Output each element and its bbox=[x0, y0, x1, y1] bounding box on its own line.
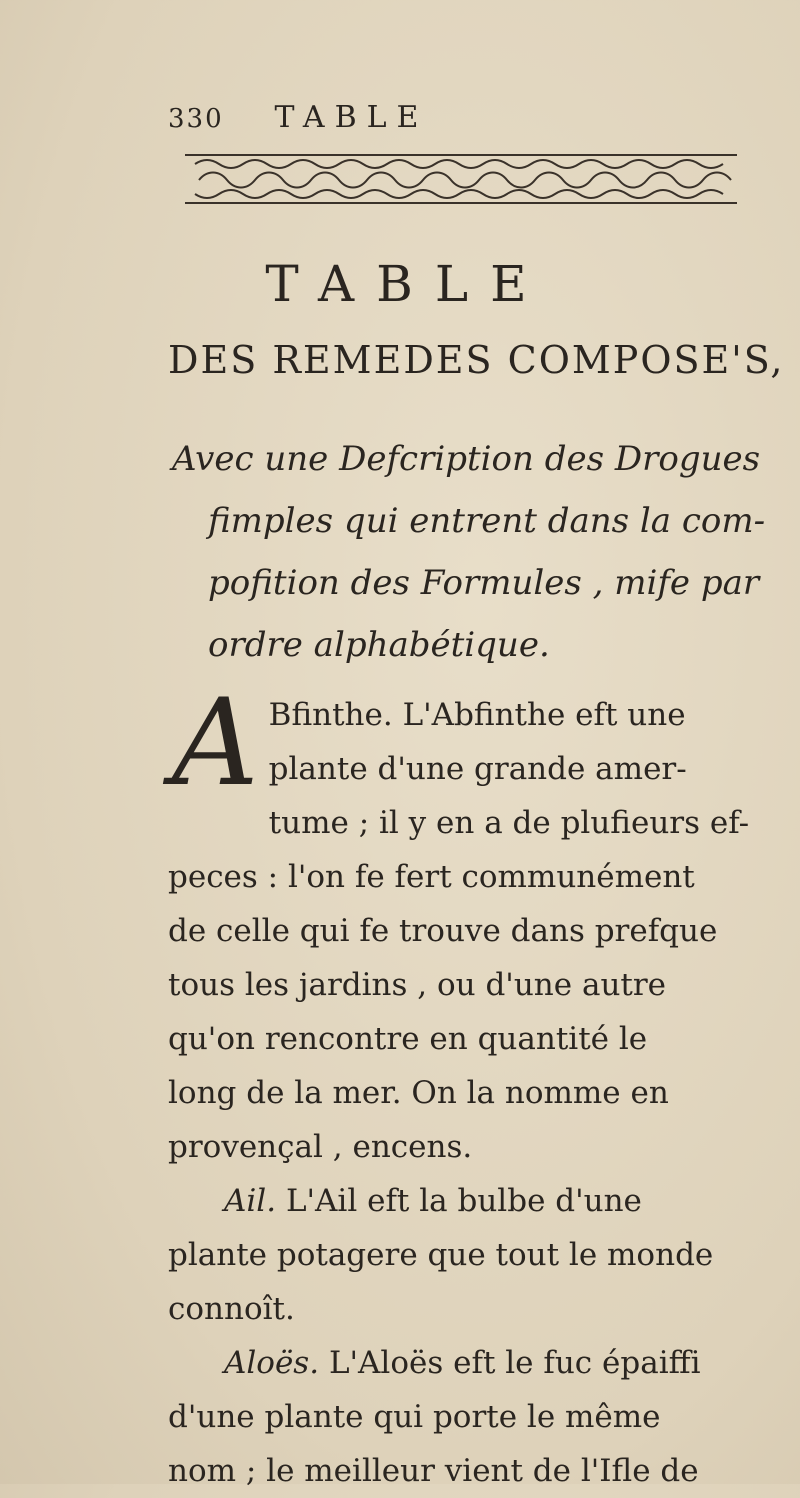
drop-cap: A bbox=[172, 674, 259, 813]
entry-absinthe bbox=[168, 674, 778, 1174]
entry-term: Ail. bbox=[224, 1183, 277, 1219]
decorative-ornament-band bbox=[185, 150, 737, 208]
entry-first-line bbox=[168, 1336, 778, 1390]
running-head bbox=[168, 100, 428, 135]
description-line: Avec une Defcription des Drogues bbox=[172, 439, 761, 479]
subtitle: DES REMEDES COMPOSE'S, bbox=[168, 338, 785, 382]
running-title: TABLE bbox=[274, 100, 429, 135]
entry-line: L'Aloës eft le fuc épaiffi bbox=[328, 1345, 701, 1381]
entry-aloes bbox=[168, 1336, 778, 1498]
description-line: pofition des Formules , mife par bbox=[208, 563, 760, 603]
entry-line: Bfinthe. L'Abfinthe eft une bbox=[268, 697, 686, 733]
entry-line: connoît. bbox=[168, 1291, 295, 1327]
entry-line: tume ; il y en a de plufieurs ef- bbox=[268, 805, 750, 841]
entry-line: L'Ail eft la bulbe d'une bbox=[285, 1183, 642, 1219]
entry-term: Aloës. bbox=[224, 1345, 320, 1381]
description bbox=[172, 428, 766, 676]
entry-line: qu'on rencontre en quantité le bbox=[168, 1021, 648, 1057]
entry-line: peces : l'on fe fert communément bbox=[168, 859, 695, 895]
entry-line: d'une plante qui porte le même bbox=[168, 1399, 661, 1435]
entry-first-line bbox=[168, 1174, 778, 1228]
description-line: fimples qui entrent dans la com- bbox=[208, 501, 766, 541]
entry-ail bbox=[168, 1174, 778, 1336]
description-line: ordre alphabétique. bbox=[208, 625, 550, 665]
entry-line: tous les jardins , ou d'une autre bbox=[168, 967, 667, 1003]
entry-line: plante potagere que tout le monde bbox=[168, 1237, 714, 1273]
ornament-pattern bbox=[185, 150, 737, 208]
body-text bbox=[168, 674, 778, 1498]
entry-line: long de la mer. On la nomme en bbox=[168, 1075, 669, 1111]
entry-line: nom ; le meilleur vient de l'Ifle de bbox=[168, 1453, 699, 1489]
entry-line: de celle qui fe trouve dans prefque bbox=[168, 913, 718, 949]
page-number: 330 bbox=[168, 104, 224, 134]
entry-line: provençal , encens. bbox=[168, 1129, 473, 1165]
entry-line: plante d'une grande amer- bbox=[268, 751, 687, 787]
page-title: TABLE bbox=[265, 255, 549, 313]
